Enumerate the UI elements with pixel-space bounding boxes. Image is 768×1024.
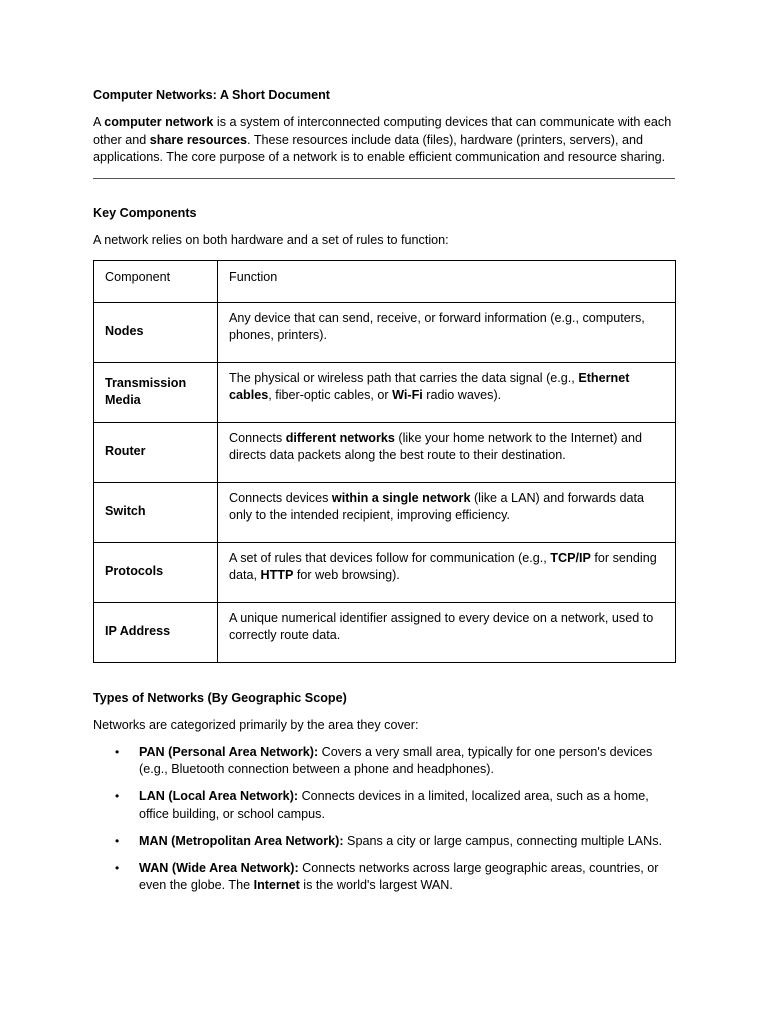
function-cell <box>218 422 676 482</box>
intro-text: . These resources include data (files), hardware (printers, servers), and applications. The core purpose of a network is to enable efficient communication and resource sharing. <box>93 132 666 164</box>
function-cell <box>218 362 676 422</box>
list-item-label: WAN (Wide Area Network): <box>139 860 299 875</box>
list-item <box>115 788 675 823</box>
function-text: (like a LAN) and forwards data only to the intended recipient, improving efficiency. <box>229 490 645 522</box>
list-item <box>115 860 675 895</box>
key-components-heading: Key Components <box>93 205 197 220</box>
document-title: Computer Networks: A Short Document <box>93 88 330 102</box>
list-item-text: Covers a very small area, typically for one person's devices (e.g., Bluetooth connection between a phone and headphones). <box>139 744 653 776</box>
component-cell: Protocols <box>94 542 218 602</box>
table-row <box>94 482 676 542</box>
types-heading: Types of Networks (By Geographic Scope) <box>93 690 347 705</box>
component-cell: Router <box>94 422 218 482</box>
function-text: radio waves). <box>422 388 502 402</box>
function-text: Connects devices <box>229 490 332 505</box>
intro-bold-term: share resources <box>149 132 248 147</box>
horizontal-divider <box>93 178 675 179</box>
function-text: for web browsing). <box>293 568 400 582</box>
function-bold-term: HTTP <box>260 568 294 582</box>
component-cell: Nodes <box>94 302 218 362</box>
function-text: (like your home network to the Internet) and directs data packets along the best route to their destination. <box>229 430 642 462</box>
component-cell: Switch <box>94 482 218 542</box>
function-text: The physical or wireless path that carries the data signal (e.g., <box>229 370 579 385</box>
list-item <box>115 744 675 779</box>
function-cell <box>218 602 676 662</box>
table-row <box>94 542 676 602</box>
function-bold-term: different networks <box>285 430 395 445</box>
table-row <box>94 362 676 422</box>
list-item <box>115 833 675 851</box>
types-intro: Networks are categorized primarily by the area they cover: <box>93 717 419 732</box>
intro-text: is a system of interconnected computing devices that can communicate with each other and <box>93 115 672 147</box>
function-text: , fiber-optic cables, or <box>268 388 393 402</box>
table-row <box>94 602 676 662</box>
list-item-label: PAN (Personal Area Network): <box>139 744 319 759</box>
component-cell: IP Address <box>94 602 218 662</box>
list-item-text: Connects devices in a limited, localized area, such as a home, office building, or school campus. <box>139 789 649 821</box>
list-item-text: is the world's largest WAN. <box>299 878 453 892</box>
function-text: A unique numerical identifier assigned to every device on a network, used to correctly route data. <box>229 610 654 642</box>
header-cell-function: Function <box>218 260 676 302</box>
function-bold-term: within a single network <box>331 490 471 505</box>
function-bold-term: Ethernet cables <box>229 370 630 402</box>
list-item-text: Connects networks across large geographic areas, countries, or even the globe. The <box>139 860 659 892</box>
list-item-text: Spans a city or large campus, connecting multiple LANs. <box>343 833 663 848</box>
list-item-bold-term: Internet <box>253 878 300 892</box>
component-cell: Transmission Media <box>94 362 218 422</box>
bullet-icon: • <box>115 833 120 848</box>
header-cell-component: Component <box>94 260 218 302</box>
bullet-icon: • <box>115 860 120 875</box>
table-header-row <box>94 260 676 302</box>
list-item-label: LAN (Local Area Network): <box>139 789 299 803</box>
function-text: Any device that can send, receive, or forward information (e.g., computers, phones, printers). <box>229 310 645 342</box>
key-components-intro: A network relies on both hardware and a set of rules to function: <box>93 232 449 247</box>
intro-text: A <box>93 115 105 129</box>
bullet-icon: • <box>115 789 120 803</box>
function-text: Connects <box>229 430 286 445</box>
list-item-label: MAN (Metropolitan Area Network): <box>139 833 344 848</box>
function-cell <box>218 542 676 602</box>
table-row <box>94 302 676 362</box>
function-text: A set of rules that devices follow for communication (e.g., <box>229 550 551 565</box>
function-bold-term: TCP/IP <box>550 550 591 565</box>
function-bold-term: Wi-Fi <box>392 388 423 402</box>
intro-paragraph <box>93 114 675 167</box>
document-page <box>93 87 675 904</box>
function-cell <box>218 302 676 362</box>
table-row <box>94 422 676 482</box>
function-cell <box>218 482 676 542</box>
network-types-list <box>93 744 675 895</box>
function-text: for sending data, <box>229 550 657 582</box>
bullet-icon: • <box>115 744 120 759</box>
intro-bold-term: computer network <box>104 115 214 129</box>
components-table <box>93 260 676 663</box>
